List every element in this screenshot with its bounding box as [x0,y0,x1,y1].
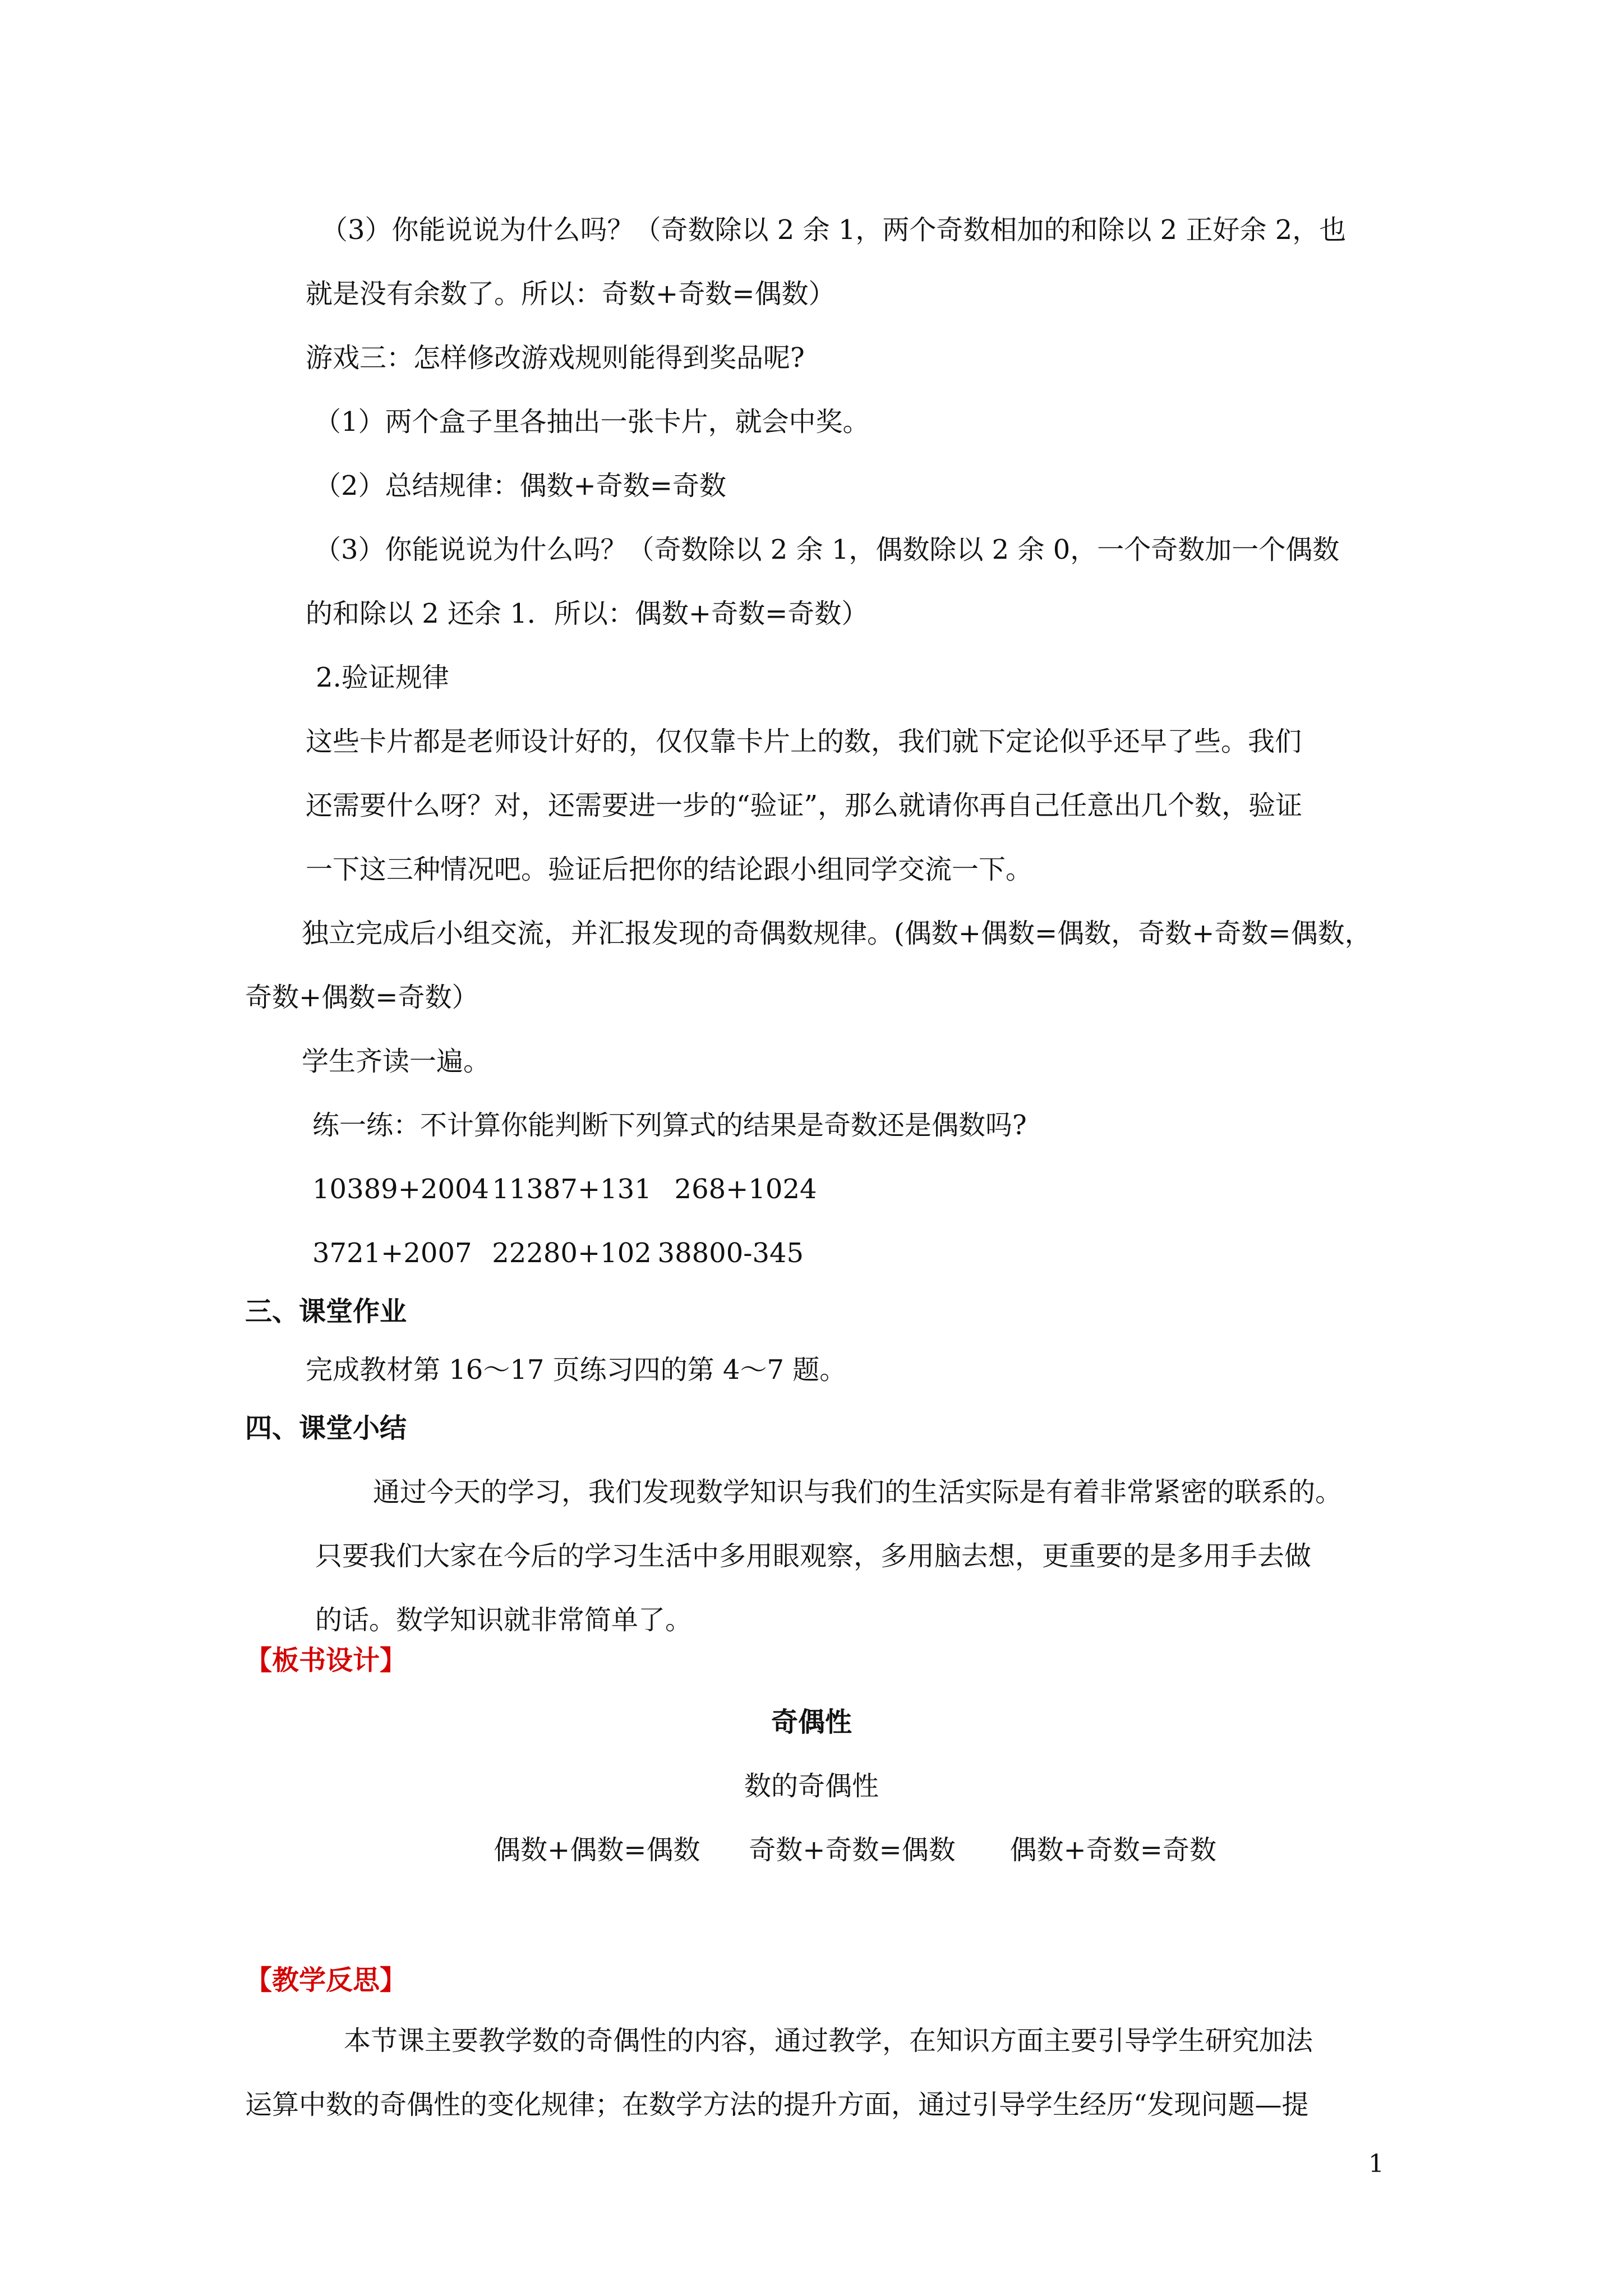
paragraph-line: 只要我们大家在今后的学习生活中多用眼观察，多用脑去想，更重要的是多用手去做 [315,1540,1312,1572]
practice-prompt: 练一练：不计算你能判断下列算式的结果是奇数还是偶数吗? [312,1110,1027,1141]
section-heading-homework: 三、课堂作业 [245,1296,407,1327]
board-design-label: 【板书设计】 [245,1645,407,1676]
expression: 11387+131 [492,1174,652,1205]
paragraph-line: 本节课主要教学数的奇偶性的内容，通过教学，在知识方面主要引导学生研究加法 [344,2025,1313,2056]
paragraph-line: 运算中数的奇偶性的变化规律；在数学方法的提升方面，通过引导学生经历“发现问题—提 [245,2089,1309,2120]
expression-row [312,1236,804,1270]
paragraph-line: 的话。数学知识就非常简单了。 [315,1604,693,1636]
paragraph-line: （3）你能说说为什么吗？（奇数除以 2 余 1，两个奇数相加的和除以 2 正好余 2，也 [321,214,1347,246]
verify-title: 2.验证规律 [316,662,449,693]
board-rule: 偶数+奇数=奇数 [1009,1834,1216,1866]
paragraph-line: 学生齐读一遍。 [302,1046,491,1077]
expression-row [312,1172,817,1206]
board-title: 奇偶性 [771,1706,852,1738]
game-three-title: 游戏三：怎样修改游戏规则能得到奖品呢? [306,342,805,374]
paragraph-line: （3）你能说说为什么吗？（奇数除以 2 余 1，偶数除以 2 余 0，一个奇数加一个偶数 [314,534,1340,565]
paragraph-line: 就是没有余数了。所以：奇数+奇数=偶数） [306,278,836,310]
board-rule: 偶数+偶数=偶数 [494,1834,700,1866]
section-heading-summary: 四、课堂小结 [245,1412,407,1444]
paragraph-line: 奇数+偶数=奇数） [245,982,479,1013]
reflection-label: 【教学反思】 [245,1964,407,1996]
page-number: 1 [1368,2150,1384,2178]
paragraph-line: 独立完成后小组交流，并汇报发现的奇偶数规律。(偶数+偶数=偶数，奇数+奇数=偶数， [302,918,1372,949]
paragraph-line: 一下这三种情况吧。验证后把你的结论跟小组同学交流一下。 [306,854,1033,885]
expression: 10389+2004 [312,1174,490,1205]
expression: 268+1024 [674,1174,817,1205]
paragraph-line: （1）两个盒子里各抽出一张卡片，就会中奖。 [314,406,870,438]
paragraph-line: 通过今天的学习，我们发现数学知识与我们的生活实际是有着非常紧密的联系的。 [373,1476,1343,1508]
paragraph-line: 完成教材第 16～17 页练习四的第 4～7 题。 [306,1354,847,1386]
paragraph-line: （2）总结规律：偶数+奇数=奇数 [314,470,726,501]
expression: 22280+102 [492,1237,652,1269]
expression: 38800-345 [657,1237,804,1269]
expression: 3721+2007 [312,1237,472,1269]
board-rules [494,1833,1216,1867]
board-rule: 奇数+奇数=偶数 [749,1834,956,1866]
board-subtitle: 数的奇偶性 [744,1770,879,1802]
paragraph-line: 这些卡片都是老师设计好的，仅仅靠卡片上的数，我们就下定论似乎还早了些。我们 [306,726,1302,757]
paragraph-line: 还需要什么呀？对，还需要进一步的“验证”，那么就请你再自己任意出几个数，验证 [306,790,1303,821]
paragraph-line: 的和除以 2 还余 1．所以：偶数+奇数=奇数） [306,598,869,629]
